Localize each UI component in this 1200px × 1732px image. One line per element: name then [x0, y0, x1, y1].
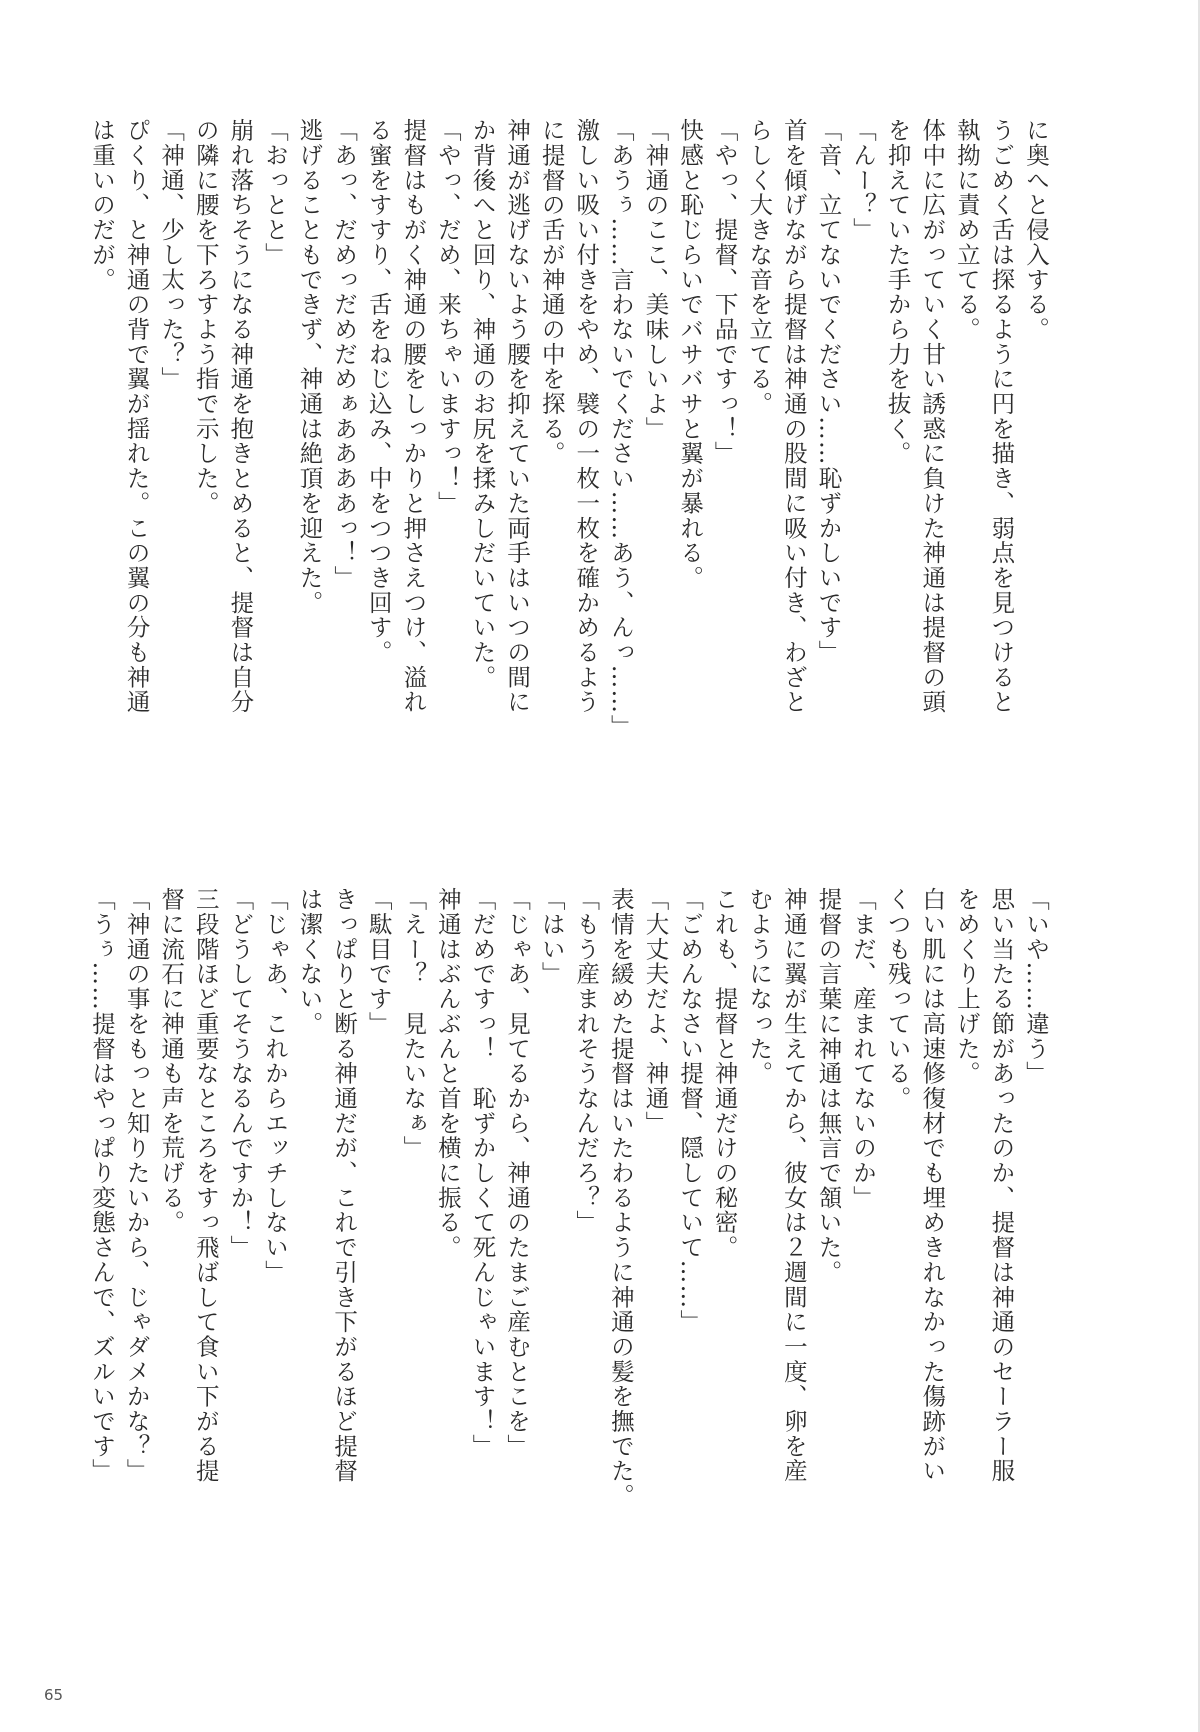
- text-line: きっぱりと断る神通だが、これで引き下がるほど提督: [330, 887, 359, 1484]
- text-line: 三段階ほど重要なところをすっ飛ばして食い下がる提: [191, 887, 220, 1484]
- text-line: 提督はもがく神通の腰をしっかりと押さえつけ、溢れ: [399, 118, 428, 715]
- text-line: 「ごめんなさい提督、隠していて……」: [676, 887, 705, 1335]
- text-line: 「んー？」: [849, 118, 878, 243]
- text-line: 白い肌には高速修復材でも埋めきれなかった傷跡がい: [918, 887, 947, 1484]
- text-line: 激しい吸い付きをやめ、襞の一枚一枚を確かめるよう: [572, 118, 601, 715]
- text-line: 督に流石に神通も声を荒げる。: [157, 887, 186, 1235]
- text-line: 「だめですっ！ 恥ずかしくて死んじゃいます！」: [468, 887, 497, 1459]
- text-line: 「おっとと」: [260, 118, 289, 268]
- text-line: 体中に広がっていく甘い誘惑に負けた神通は提督の頭: [918, 118, 947, 715]
- text-line: 「大丈夫だよ、神通」: [641, 887, 670, 1136]
- text-line: 「神通のここ、美味しいよ」: [641, 118, 670, 442]
- text-line: 神通が逃げないよう腰を抑えていた両手はいつの間に: [503, 118, 532, 715]
- text-line: 「神通、少し太った？」: [157, 118, 186, 392]
- text-line: 「あっ、だめっだめだめぁああああっ！」: [330, 118, 359, 591]
- text-line: 「音、立てないでください……恥ずかしいです」: [814, 118, 843, 665]
- text-line: 思い当たる節があったのか、提督は神通のセーラー服: [987, 887, 1016, 1484]
- text-line: 「まだ、産まれてないのか」: [849, 887, 878, 1211]
- text-line: は潔くない。: [295, 887, 324, 1037]
- text-line: くつも残っている。: [883, 887, 912, 1111]
- text-line: 神通はぶんぶんと首を横に振る。: [433, 887, 462, 1260]
- text-line: の隣に腰を下ろすよう指で示した。: [191, 118, 220, 516]
- text-line: 「もう産まれそうなんだろ？」: [572, 887, 601, 1235]
- text-line: 首を傾げながら提督は神通の股間に吸い付き、わざと: [779, 118, 808, 715]
- text-line: むようになった。: [745, 887, 774, 1086]
- text-line: る蜜をすすり、舌をねじ込み、中をつつき回す。: [364, 118, 393, 665]
- text-block-lower: [87, 887, 1053, 1627]
- text-line: らしく大きな音を立てる。: [745, 118, 774, 417]
- text-line: 「やっ、提督、下品ですっ！」: [710, 118, 739, 466]
- text-line: 「いや……違う」: [1022, 887, 1050, 1086]
- text-line: を抑えていた手から力を抜く。: [883, 118, 912, 466]
- text-line: 神通に翼が生えてから、彼女は２週間に一度、卵を産: [779, 887, 808, 1484]
- text-line: 「どうしてそうなるんですか！」: [226, 887, 255, 1260]
- text-line: か背後へと回り、神通のお尻を揉みしだいていた。: [468, 118, 497, 690]
- text-line: 「はい」: [537, 887, 566, 987]
- text-line: 「神通の事をもっと知りたいから、じゃダメかな？」: [122, 887, 151, 1484]
- text-line: 提督の言葉に神通は無言で頷いた。: [814, 887, 843, 1285]
- text-line: は重いのだが。: [87, 118, 116, 292]
- text-line: 表情を緩めた提督はいたわるように神通の髪を撫でた。: [606, 887, 635, 1509]
- text-line: をめくり上げた。: [952, 887, 981, 1086]
- text-block-upper: [87, 118, 1053, 858]
- text-line: に奥へと侵入する。: [1022, 118, 1050, 342]
- text-line: 快感と恥じらいでバサバサと翼が暴れる。: [676, 118, 705, 591]
- page-number: 65: [44, 1686, 64, 1704]
- text-line: 「えー？ 見たいなぁ」: [399, 887, 428, 1161]
- text-line: 執拗に責め立てる。: [952, 118, 981, 342]
- text-line: 「やっ、だめ、来ちゃいますっ！」: [433, 118, 462, 516]
- text-line: 「駄目です」: [364, 887, 393, 1037]
- text-line: 崩れ落ちそうになる神通を抱きとめると、提督は自分: [226, 118, 255, 715]
- text-line: に提督の舌が神通の中を探る。: [537, 118, 566, 466]
- text-line: ぴくり、と神通の背で翼が揺れた。この翼の分も神通: [122, 118, 151, 715]
- text-line: 「あうぅ……言わないでください……あう、んっ……」: [606, 118, 635, 740]
- text-line: 逃げることもできず、神通は絶頂を迎えた。: [295, 118, 324, 615]
- text-line: 「じゃあ、見てるから、神通のたまご産むとこを」: [503, 887, 532, 1459]
- text-line: うごめく舌は探るように円を描き、弱点を見つけると: [987, 118, 1016, 715]
- text-line: 「じゃあ、これからエッチしない」: [260, 887, 289, 1285]
- text-line: 「うぅ……提督はやっぱり変態さんで、ズルいです」: [87, 887, 116, 1484]
- text-line: これも、提督と神通だけの秘密。: [710, 887, 739, 1260]
